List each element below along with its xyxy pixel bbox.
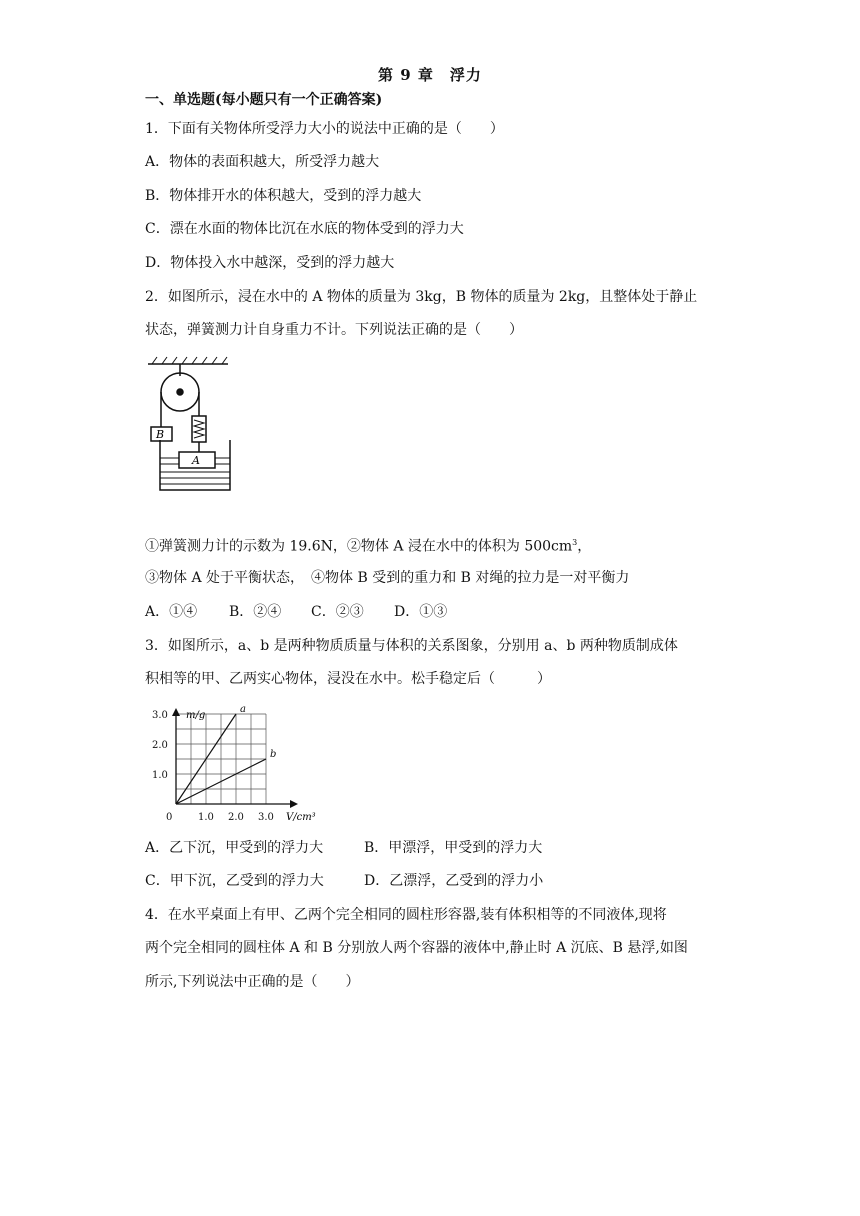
y-tick-label: 2.0 [152, 740, 168, 751]
q2-statement-1 [145, 533, 591, 557]
mass-volume-chart [140, 702, 320, 832]
q3-stem-line1: 3．如图所示，a、b 是两种物质质量与体积的关系图象，分别用 a、b 两种物质制成体 [145, 638, 678, 654]
label-b: B [156, 428, 165, 441]
q2-option-a: A．①④ [145, 604, 198, 620]
q4-stem-line2: 两个完全相同的圆柱体 A 和 B 分别放人两个容器的液体中,静止时 A 沉底、B 悬浮,如图 [145, 940, 688, 956]
series-label-a: a [240, 704, 246, 715]
q1-option-b: B．物体排开水的体积越大，受到的浮力越大 [145, 188, 422, 204]
y-tick-label: 1.0 [152, 770, 168, 781]
x-tick-label: 3.0 [258, 812, 274, 823]
label-a: A [192, 454, 200, 467]
q2-option-d: D．①③ [394, 604, 448, 620]
q2-stem-line2: 状态，弹簧测力计自身重力不计。下列说法正确的是（ ） [145, 322, 523, 338]
ceiling-hatch [152, 357, 227, 364]
q1-option-c: C．漂在水面的物体比沉在水底的物体受到的浮力大 [145, 221, 464, 237]
section-heading: 一、单选题(每小题只有一个正确答案) [145, 92, 383, 108]
q2-stem-line1: 2．如图所示，浸在水中的 A 物体的质量为 3kg，B 物体的质量为 2kg，且整体处于静止 [145, 289, 698, 305]
q2-statement-2: ③物体 A 处于平衡状态， ④物体 B 受到的重力和 B 对绳的拉力是一对平衡力 [145, 570, 630, 586]
q2-statement-1-sup: 3 [572, 538, 578, 547]
q3-option-c: C．甲下沉，乙受到的浮力大 [145, 873, 324, 889]
q1-stem: 1．下面有关物体所受浮力大小的说法中正确的是（ ） [145, 121, 504, 137]
x-axis-arrow [290, 800, 298, 808]
q3-option-d: D．乙漂浮，乙受到的浮力小 [364, 873, 544, 889]
pulley-figure [140, 354, 240, 494]
x-tick-label: 2.0 [228, 812, 244, 823]
q2-statement-1-text: ①弹簧测力计的示数为 19.6N，②物体 A 浸在水中的体积为 500cm [145, 538, 573, 555]
series-label-b: b [270, 749, 277, 760]
q3-option-a: A．乙下沉，甲受到的浮力大 [145, 840, 324, 856]
x-axis-label: V/cm³ [286, 812, 316, 823]
y-axis-label: m/g [186, 710, 206, 721]
spring-coil [194, 420, 204, 438]
q4-stem-line3: 所示,下列说法中正确的是（ ） [145, 974, 360, 990]
q2-option-c: C．②③ [311, 604, 364, 620]
y-tick-label: 3.0 [152, 710, 168, 721]
page-title: 第 9 章 浮力 [378, 66, 482, 84]
x-tick-label: 1.0 [198, 812, 214, 823]
q2-statement-1-end: ， [577, 538, 592, 555]
q3-stem-line2: 积相等的甲、乙两实心物体，浸没在水中。松手稳定后（ ） [145, 671, 551, 687]
q1-option-a: A．物体的表面积越大，所受浮力越大 [145, 154, 380, 170]
y-axis-arrow [172, 708, 180, 716]
pulley-axle [177, 389, 183, 395]
q2-option-b: B．②④ [229, 604, 282, 620]
q1-option-d: D．物体投入水中越深，受到的浮力越大 [145, 255, 395, 271]
q4-stem-line1: 4．在水平桌面上有甲、乙两个完全相同的圆柱形容器,装有体积相等的不同液体,现将 [145, 907, 667, 923]
q3-option-b: B．甲漂浮，甲受到的浮力大 [364, 840, 543, 856]
x-tick-label: 0 [166, 812, 173, 823]
